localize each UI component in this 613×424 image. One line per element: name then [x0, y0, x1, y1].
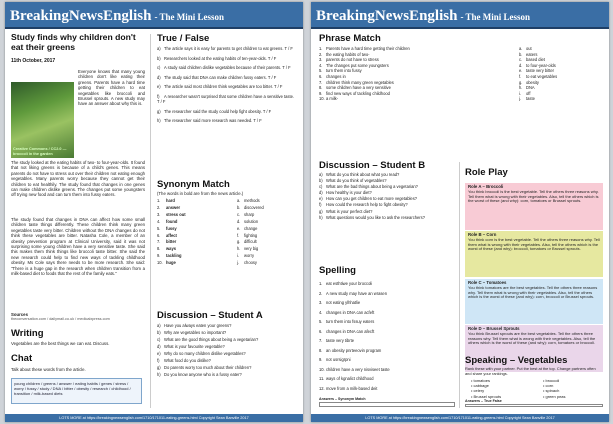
item-number: 7.	[319, 79, 323, 85]
answers-tf-label: Answers – True False	[465, 399, 502, 403]
item-number: d)	[157, 74, 161, 80]
spelling-item	[319, 317, 455, 327]
chat-words-box: young children / greens / answer / eating habits / genes / stress / worry / fussy / study / DNA / bitter / obesity / research / childhood / transition / milk-based diets	[11, 378, 142, 404]
article-photo	[11, 82, 74, 158]
item-number: 1.	[319, 281, 323, 286]
synonym-match: e. change	[237, 225, 258, 231]
synonym-heading: Synonym Match	[157, 179, 230, 190]
item-text: A new study may have an wrasen	[326, 290, 387, 296]
role-d-title: Role D – Brussel Sprouts	[468, 326, 520, 331]
item-text: The researcher said the study could help fight obesity. T / F	[164, 108, 272, 114]
article-paragraph-2: The study found that changes in DNA can affect how some small children taste things differently. These children think many green vegetables taste very bitter. Children without the DNA changes do not think these vegetables are bitter. Natasha Cole, a member of an obesity prevention program at Clinical University, said it was not surprising some young children have a very sensitive taste. She said this makes them think things like broccoli taste bitter. She said the new research could help to find new ways of tackling childhood obesity. Ms Cole says there needs to be more research. She said: "There is a huge gap in the research when children transition from a milk-based diet to foods that the rest of the family eats."	[11, 217, 145, 277]
item-number: a)	[319, 172, 323, 177]
spelling-item	[319, 279, 455, 289]
item-text: What is your favourite vegetable?	[164, 344, 225, 349]
writing-heading: Writing	[11, 328, 44, 339]
true-false-list	[157, 46, 297, 128]
item-number: h.	[519, 85, 523, 91]
answers-tf-boxes	[465, 404, 603, 407]
true-false-item	[157, 118, 297, 123]
item-number: c)	[319, 184, 323, 190]
item-text: Why do so many children dislike vegetables?	[164, 351, 246, 356]
spelling-list	[319, 279, 455, 393]
item-text: to four-year-olds	[526, 62, 556, 68]
article-title: Study finds why children don't eat their greens	[11, 32, 136, 52]
spelling-item	[319, 308, 455, 318]
role-card-a	[465, 183, 603, 230]
item-number: e)	[157, 84, 161, 90]
item-text: move from a milk-based deit	[326, 385, 378, 391]
item-text: A researcher wasn't surprised that some children have a sensitive taste. T / F	[157, 93, 295, 105]
item-text: The study said that DNA can make children fussy eaters. T / F	[164, 74, 277, 80]
item-number: g.	[519, 79, 523, 85]
page-header	[311, 2, 609, 29]
item-number: h)	[157, 118, 161, 124]
synonym-match: d. solution	[237, 218, 259, 224]
item-number: 2.	[319, 51, 323, 57]
column-divider	[150, 34, 151, 408]
synonym-match: g. difficult	[237, 239, 257, 245]
synonym-match: h. very big	[237, 246, 259, 252]
item-text: What questions would you like to ask the researchers?	[326, 214, 425, 220]
item-number: g)	[157, 365, 161, 370]
item-text: Do you know anyone who is a fussy eater?	[164, 372, 242, 377]
true-false-item	[157, 75, 297, 80]
true-false-item	[157, 84, 297, 89]
item-number: f)	[157, 358, 160, 363]
true-false-item	[157, 65, 297, 70]
discussion-b-list	[319, 172, 455, 221]
article-paragraph-1: The study looked at the eating habits of two- to four-year-olds. It found that not liking greens is because of a child's genes. This means parents do not have to stress out over their children not eating enough vegetables. Many parents worry because they cannot get their children to eat healthily. The study found that changes in one genes can make children dislike greens. The changes put some youngsters off trying new food and can turn them into fussy eaters.	[11, 160, 145, 198]
true-false-item	[157, 94, 297, 105]
brand-name: BreakingNewsEnglish	[316, 8, 458, 24]
speaking-item: • green peas	[543, 393, 566, 399]
item-text: some children have a very sensitive	[326, 85, 391, 91]
item-text: What are the good things about being a vegetarian?	[164, 337, 259, 342]
spelling-item	[319, 355, 455, 365]
spelling-item	[319, 327, 455, 337]
item-number: i.	[519, 90, 522, 96]
discussion-a-question	[157, 322, 297, 329]
item-text: Have you always eaten your greens?	[164, 323, 232, 328]
synonym-word: 5. fussy	[157, 225, 177, 231]
speaking-instructions: Rank these with your partner. Put the best at the top. Change partners often and share your rankings.	[465, 366, 596, 376]
item-number: 11.	[319, 376, 325, 381]
sources-list: theconversation.com / dailymail.co.uk / medicalxpress.com	[11, 317, 110, 321]
synonym-words	[157, 198, 227, 267]
item-number: 9.	[319, 90, 323, 96]
discussion-a-question	[157, 336, 297, 343]
discussion-a-question	[157, 357, 297, 364]
synonym-match: j. choosy	[237, 260, 257, 266]
speaking-item: • broccoli	[543, 378, 560, 383]
item-text: How can you get children to eat more vegetables?	[326, 196, 418, 202]
synonym-match: b. discovered	[237, 204, 264, 210]
synonym-matches	[237, 198, 297, 267]
item-number: 4.	[319, 62, 323, 68]
item-text: What are the bad things about being a vegetarian?	[326, 184, 418, 190]
item-number: c)	[157, 65, 161, 71]
brand-logo	[10, 8, 224, 25]
discussion-a-question	[157, 371, 297, 378]
sources-label: Sources	[11, 312, 28, 317]
item-number: c.	[519, 57, 523, 63]
item-number: c)	[157, 337, 161, 342]
synonym-match: a. methods	[237, 198, 260, 203]
speaking-items-left	[471, 378, 531, 399]
article-date: 11th October, 2017	[11, 58, 56, 64]
item-text: find new ways of tackling childhood	[326, 90, 390, 96]
item-text: Parents have a hard time getting their children	[326, 46, 410, 51]
page-header	[5, 2, 303, 29]
item-text: an obesity pnrteeovin program	[326, 347, 382, 353]
synonym-word: 9. tackling	[157, 253, 182, 259]
item-text: not eating ylhhatlie	[326, 300, 361, 305]
role-a-text: You think broccoli is the best vegetable. Tell the others three reasons why. Tell them what is wrong with their vegetables. Also, tell the others which is the worst of these (and why): corn, tomatoes or Brussel sprouts.	[468, 188, 599, 204]
item-text: What do you think of vegetables?	[326, 178, 387, 184]
chat-heading: Chat	[11, 353, 33, 364]
item-text: taste very bitter	[526, 68, 554, 74]
item-number: b.	[519, 51, 523, 57]
item-number: 6.	[319, 328, 323, 334]
discussion-a-question	[157, 350, 297, 357]
item-number: 10.	[319, 366, 325, 372]
brand-subtitle: - The Mini Lesson	[460, 12, 531, 22]
item-number: f.	[519, 73, 522, 79]
article-intro: Everyone knows that many young children don't like eating their greens. Parents have a hard time getting their children to eat vegetables like broccoli and Brussel sprouts. A new study may have an answer about why this is.	[78, 69, 145, 107]
item-number: 2.	[319, 290, 323, 296]
synonym-match: f. fighting	[237, 232, 258, 238]
item-text: The changes put some youngsters	[326, 62, 389, 68]
item-number: a)	[157, 323, 161, 328]
item-number: a)	[157, 46, 161, 51]
item-text: off	[526, 90, 531, 96]
synonym-word: 4. found	[157, 218, 178, 224]
item-number: 5.	[319, 68, 323, 74]
role-card-c	[465, 279, 603, 324]
brand-name: BreakingNewsEnglish	[10, 8, 152, 24]
writing-prompt: Vegetables are the best things we can eat. Discuss.	[11, 341, 110, 346]
item-text: DNA	[526, 85, 535, 91]
item-number: 3.	[319, 300, 323, 305]
discussion-a-question	[157, 343, 297, 350]
item-text: a milk-	[326, 96, 339, 102]
page-footer[interactable]: LOTS MORE at https://breakingnewsenglish.com/1710/171011-eating-greens.html Copyright Sean Banville 2017	[5, 414, 303, 422]
spelling-heading: Spelling	[319, 265, 356, 276]
item-number: e.	[519, 68, 523, 74]
item-number: j.	[519, 96, 522, 102]
lesson-page-2	[311, 2, 609, 422]
discussion-a-heading: Discussion – Student A	[157, 310, 263, 321]
page-footer[interactable]: LOTS MORE at https://breakingnewsenglish.com/1710/171011-eating-greens.html Copyright Sean Banville 2017	[311, 414, 609, 422]
item-text: The article says it is easy for parents to get children to eat greens. T / F	[164, 46, 293, 51]
true-false-item	[157, 109, 297, 114]
synonym-match: i. worry	[237, 253, 255, 259]
item-number: 3.	[319, 57, 323, 63]
item-text: changes in DNA can afecft	[326, 328, 375, 334]
spelling-item	[319, 384, 455, 394]
item-number: 7.	[319, 338, 323, 343]
photo-caption: Creative Commons / CC2.0 — broccoli in the garden	[13, 147, 67, 156]
synonym-note: (The words in bold are from the news article.)	[157, 191, 244, 196]
item-number: g)	[157, 108, 161, 114]
phrase-right-list	[519, 46, 603, 102]
item-text: eat esthtiwe your broccoli	[326, 281, 373, 286]
spelling-item	[319, 336, 455, 346]
item-text: turn them into fussy	[326, 68, 362, 74]
item-number: b)	[319, 178, 323, 184]
true-false-item	[157, 46, 297, 51]
item-number: 12.	[319, 385, 325, 391]
item-number: 9.	[319, 357, 323, 362]
item-number: f)	[157, 93, 160, 99]
item-text: How healthy is your diet?	[326, 190, 372, 196]
item-text: How could the research help to fight obesity?	[326, 202, 408, 208]
role-c-title: Role C – Tomatoes	[468, 280, 507, 285]
item-number: 4.	[319, 309, 323, 315]
item-text: based diet	[526, 57, 545, 63]
item-number: f)	[319, 202, 322, 208]
item-text: turn them into fssuy eaters	[326, 319, 375, 324]
item-text: not usrsigrpni	[326, 357, 351, 362]
item-text: Do parents worry too much about their children?	[164, 365, 252, 370]
item-number: b)	[157, 55, 161, 61]
role-card-b	[465, 231, 603, 277]
synonym-match: c. sharp	[237, 211, 255, 217]
discussion-b-heading: Discussion – Student B	[319, 160, 426, 171]
item-text: children have a very nisviseet taste	[326, 366, 390, 372]
role-b-text: You think corn is the best vegetable. Tell the others three reasons why. Tell them what is wrong with their vegetables. Also, tell the others which is the worst of these (and why): broccoli, tomatoes or Brussel sprouts.	[468, 236, 600, 252]
discussion-b-question	[319, 215, 455, 221]
lesson-page-1	[5, 2, 303, 422]
item-text: taste very tibrte	[326, 338, 354, 343]
item-text: The researcher said more research was needed. T / F	[164, 118, 262, 124]
item-text: ways of kgnalict childhood	[326, 376, 374, 381]
speaking-item: • corn	[543, 383, 554, 389]
true-false-heading: True / False	[157, 33, 210, 44]
item-text: eaters	[526, 51, 538, 57]
discussion-a-question	[157, 329, 297, 336]
item-number: d.	[519, 62, 523, 68]
discussion-a-list	[157, 322, 297, 378]
role-play-heading: Role Play	[465, 167, 508, 178]
item-number: 6.	[319, 73, 323, 79]
item-text: out	[526, 46, 532, 51]
speaking-heading: Speaking – Vegetables	[465, 355, 568, 366]
item-text: the eating habits of two-	[326, 51, 370, 57]
item-text: changes in DNA can acfeft	[326, 309, 375, 315]
synonym-word: 8. ways	[157, 246, 177, 252]
phrase-match-heading: Phrase Match	[319, 33, 381, 44]
item-number: 8.	[319, 347, 323, 353]
item-text: Why are vegetables so important?	[164, 330, 227, 335]
answers-synonym-boxes	[319, 402, 455, 407]
phrase-left-list	[319, 46, 489, 102]
item-text: obesity	[526, 79, 539, 85]
chat-prompt: Talk about these words from the article.	[11, 367, 86, 372]
role-d-text: You think Brussel sprouts are the best vegetables. Tell the others three reasons why. Tell them what is wrong with their vegetables. Also, tell the others which is the worst of these (and why): corn, tomatoes or broccoli.	[468, 330, 596, 346]
item-number: d)	[319, 190, 323, 196]
speaking-item: • celery	[471, 388, 485, 394]
item-text: What food do you dislike?	[164, 358, 211, 363]
item-number: 10.	[319, 96, 325, 102]
item-number: h)	[319, 214, 323, 220]
true-false-item	[157, 56, 297, 61]
synonym-word: 2. answer	[157, 204, 181, 210]
item-text: The article said most children think vegetables are too bitter. T / F	[164, 84, 283, 90]
item-number: e)	[319, 196, 323, 202]
brand-logo	[316, 8, 530, 25]
item-text: taste	[526, 96, 535, 102]
role-c-text: You think tomatoes are the best vegetables. Tell the others three reasons why. Tell them what is wrong with their vegetables. Also, tell the others which is the worst of these (and why): corn, broccoli or Brussel sprouts.	[468, 284, 598, 300]
speaking-item: • Brussel sprouts	[471, 393, 502, 399]
item-text: What is your perfect diet?	[326, 208, 373, 214]
item-number: a.	[519, 46, 523, 51]
item-number: h)	[157, 372, 161, 377]
item-text: Researchers looked at the eating habits of ten-year-olds. T / F	[164, 55, 277, 61]
role-a-title: Role A – Broccoli	[468, 184, 504, 189]
spelling-item	[319, 289, 455, 299]
item-number: b)	[157, 330, 161, 335]
role-b-title: Role B – Corn	[468, 232, 497, 237]
item-text: children think many green vegetables	[326, 79, 394, 85]
item-text: What do you think about what you read?	[326, 172, 400, 177]
item-number: e)	[157, 351, 161, 356]
synonym-word: 1. hard	[157, 198, 175, 203]
speaking-item: • tomatoes	[471, 378, 490, 383]
item-text: A study said children dislike vegetables because of their parents. T / F	[164, 65, 291, 71]
synonym-word: 7. bitter	[157, 239, 177, 245]
column-divider	[459, 162, 460, 408]
spelling-item	[319, 298, 455, 308]
phrase-left-item	[319, 96, 489, 102]
synonym-word: 6. affect	[157, 232, 177, 238]
item-number: 5.	[319, 319, 323, 324]
spelling-item	[319, 365, 455, 375]
synonym-word: 10. huge	[157, 260, 176, 266]
speaking-item: • cabbage	[471, 383, 489, 389]
speaking-item: • spinach	[543, 388, 560, 394]
item-number: 1.	[319, 46, 323, 51]
answers-synonym-label: Answers – Synonym Match	[319, 397, 366, 401]
brand-subtitle: - The Mini Lesson	[154, 12, 225, 22]
item-text: parents do not have to stress	[326, 57, 379, 63]
spelling-item	[319, 374, 455, 384]
discussion-a-question	[157, 364, 297, 371]
synonym-word: 3. stress out	[157, 211, 186, 217]
item-number: g)	[319, 208, 323, 214]
item-text: changes in	[326, 73, 346, 79]
spelling-item	[319, 346, 455, 356]
phrase-right-item	[519, 96, 603, 102]
item-text: to eat vegetables	[526, 73, 558, 79]
speaking-items-right	[543, 378, 603, 399]
item-number: d)	[157, 344, 161, 349]
item-number: 8.	[319, 85, 323, 91]
